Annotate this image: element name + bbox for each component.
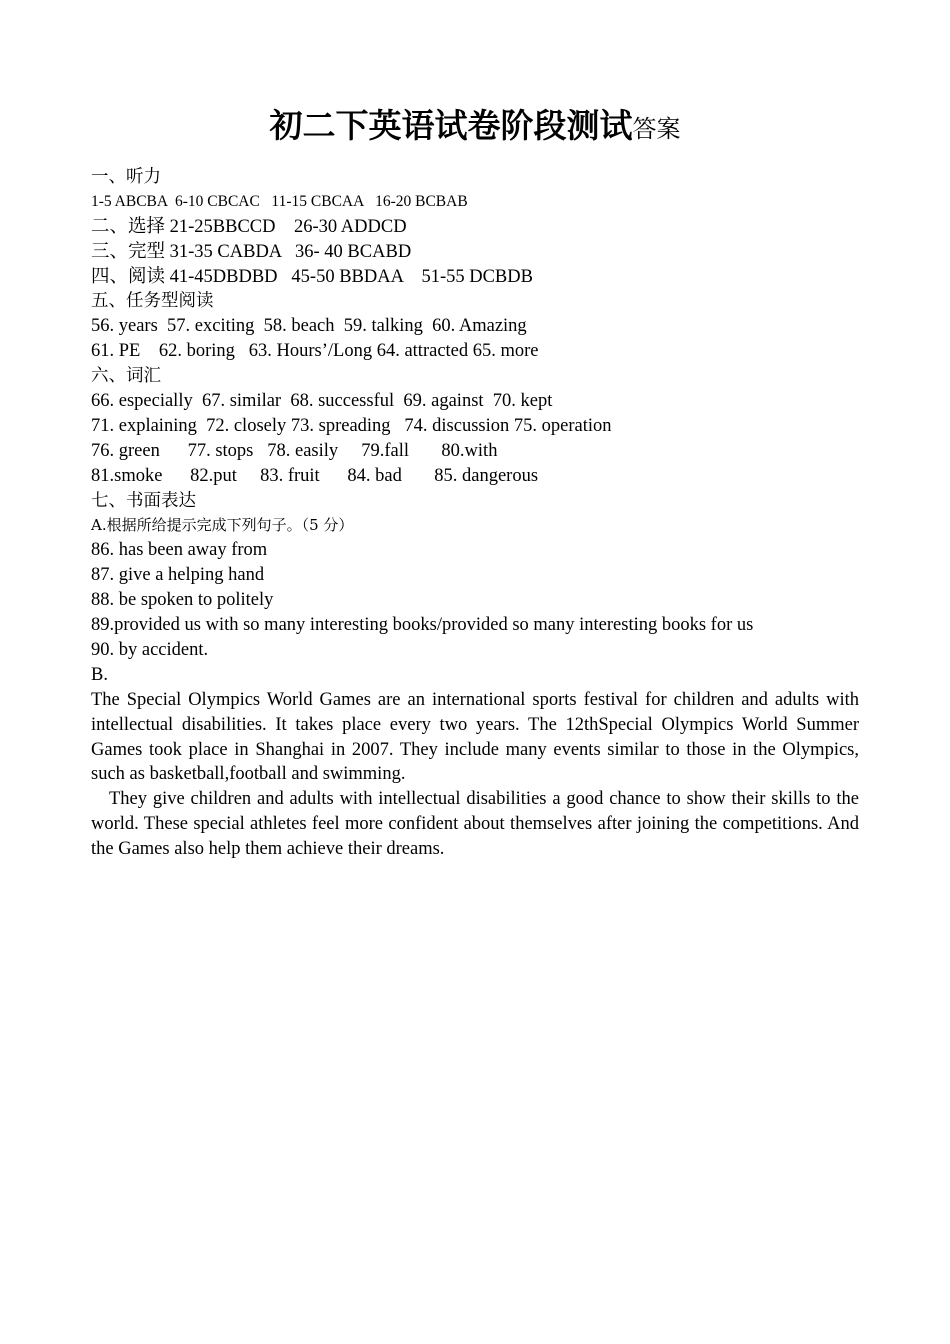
- task-reading-heading: 五、任务型阅读: [91, 291, 214, 312]
- vocabulary-line: 76. green 77. stops 78. easily 79.fall 80.with: [91, 440, 498, 461]
- task-reading-line: 56. years 57. exciting 58. beach 59. talking 60. Amazing: [91, 316, 527, 337]
- task-reading-line: 61. PE 62. boring 63. Hours’/Long 64. attracted 65. more: [91, 341, 539, 362]
- writing-heading: 七、书面表达: [91, 490, 196, 511]
- title-suffix: 答案: [632, 115, 681, 143]
- sentence-answer: 88. be spoken to politely: [91, 590, 274, 611]
- choice-answers: 二、选择 21-25BBCCD 26-30 ADDCD: [91, 216, 407, 237]
- listening-answers: 1-5 ABCBA 6-10 CBCAC 11-15 CBCAA 16-20 BCBAB: [91, 192, 468, 210]
- essay-paragraph: The Special Olympics World Games are an international sports festival for children and adults with intellectual disabilities. It takes place every two years. The 12thSpecial Olympics World Summer Games took place in Shanghai in 2007. They include many events similar to those in the Olympics, such as basketball,football and swimming.: [91, 689, 859, 785]
- essay-paragraph: They give children and adults with intellectual disabilities a good chance to show their skills to the world. These special athletes feel more confident about themselves after joining the competitions. And the Games also help them achieve their dreams.: [91, 789, 859, 860]
- sentence-answer: 90. by accident.: [91, 639, 209, 660]
- reading-answers: 四、阅读 41-45DBDBD 45-50 BBDAA 51-55 DCBDB: [91, 266, 533, 287]
- writing-a-instruction: A.根据所给提示完成下列句子。（5 分）: [91, 516, 354, 535]
- sentence-answer: 86. has been away from: [91, 540, 268, 561]
- answer-sheet: [91, 100, 859, 862]
- writing-b-label: B.: [91, 664, 108, 685]
- vocabulary-heading: 六、词汇: [91, 366, 161, 387]
- title-main: 初二下英语试卷阶段测试: [269, 106, 633, 145]
- vocabulary-line: 81.smoke 82.put 83. fruit 84. bad 85. dangerous: [91, 465, 539, 486]
- sentence-answer: 87. give a helping hand: [91, 565, 265, 586]
- sentence-answer: 89.provided us with so many interesting books/provided so many interesting books for us: [91, 615, 754, 636]
- cloze-answers: 三、完型 31-35 CABDA 36- 40 BCABD: [91, 241, 412, 262]
- listening-heading: 一、听力: [91, 167, 161, 187]
- vocabulary-line: 71. explaining 72. closely 73. spreading 74. discussion 75. operation: [91, 415, 612, 436]
- page-title: [91, 100, 859, 159]
- vocabulary-line: 66. especially 67. similar 68. successful 69. against 70. kept: [91, 391, 553, 412]
